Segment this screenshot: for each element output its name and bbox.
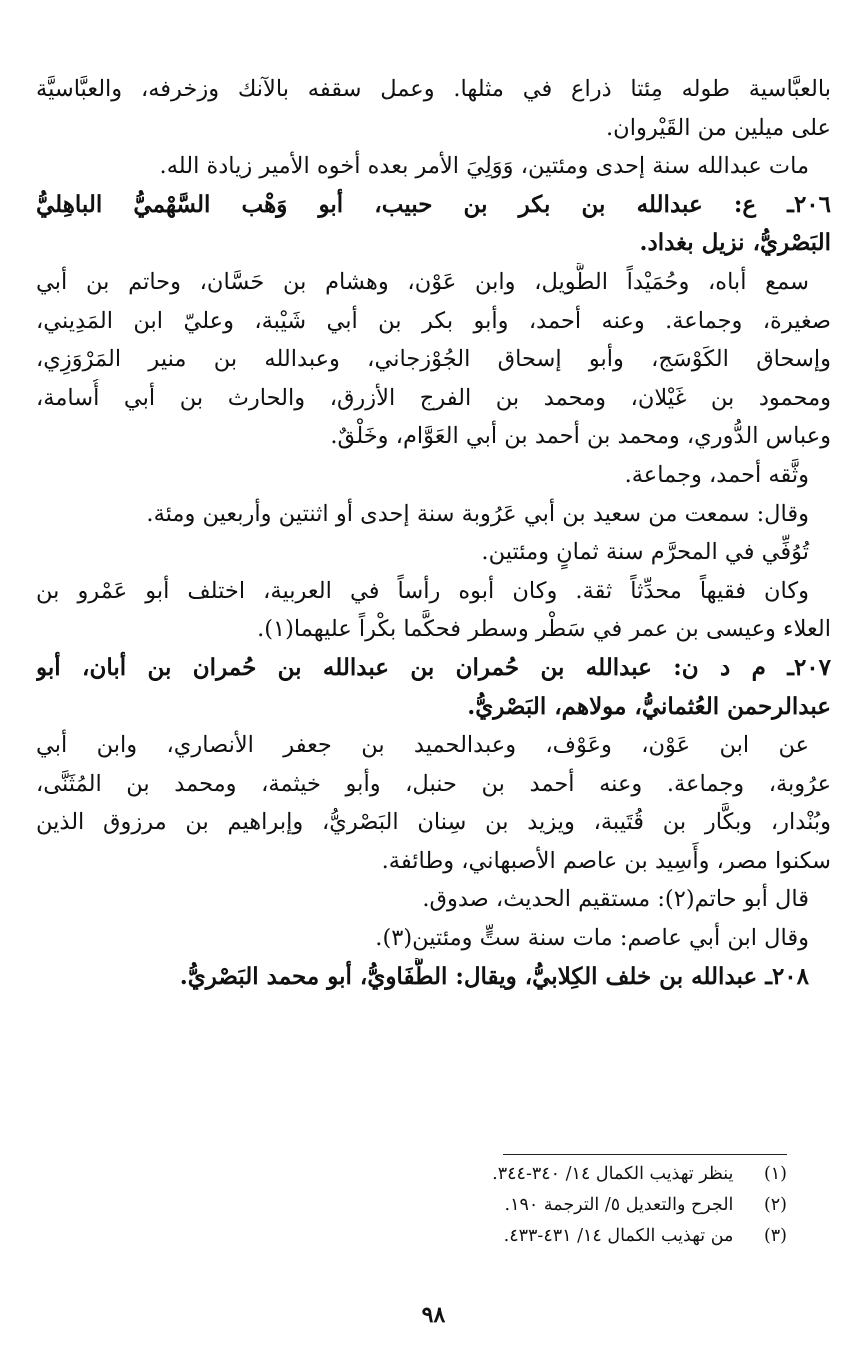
text-line: وكان فقيهاً محدِّثاً ثقة. وكان أبوه رأساً في العربية، اختلف أبو عَمْرو بن bbox=[36, 577, 809, 604]
text-line: وثَّقه أحمد، وجماعة. bbox=[624, 461, 809, 488]
footnote-1 bbox=[492, 1162, 787, 1186]
footnote-number: (٢) bbox=[763, 1195, 787, 1215]
text-line: على ميلين من القَيْروان. bbox=[606, 114, 831, 141]
footnote-3 bbox=[504, 1224, 787, 1248]
footnote-text: الجرح والتعديل ٥/ الترجمة ١٩٠. bbox=[504, 1195, 734, 1215]
entry-heading-206: ٢٠٦ـ ع: عبدالله بن بكر بن حبيب، أبو وَهْب السَّهْميُّ الباهِليُّ bbox=[36, 190, 831, 218]
text-line: ومحمود بن غَيْلان، ومحمد بن الفرج الأزرق، والحارث بن أبي أُسامة، bbox=[36, 384, 831, 411]
page-body bbox=[36, 70, 831, 996]
footnote-number: (١) bbox=[763, 1164, 787, 1184]
entry-heading-207-cont: عبدالرحمن العُثمانيُّ، مولاهم، البَصْريُّ. bbox=[467, 692, 831, 720]
text-line: سمع أباه، وحُمَيْداً الطَّويل، وابن عَوْن، وهشام بن حَسَّان، وحاتم بن أبي bbox=[36, 268, 809, 295]
entry-heading-207: ٢٠٧ـ م د ن: عبدالله بن حُمران بن عبدالله بن حُمران بن أبان، أبو bbox=[36, 653, 831, 681]
footnote-separator bbox=[503, 1154, 787, 1155]
entry-heading-206-cont: البَصْريُّ، نزيل بغداد. bbox=[639, 229, 831, 257]
text-line: بالعبَّاسية طوله مِئتا ذراع في مثلها. وعمل سقفه بالآنك وزخرفه، والعبَّاسيَّة bbox=[36, 76, 831, 102]
page-number: ٩٨ bbox=[421, 1302, 446, 1328]
footnote-text: من تهذيب الكمال ١٤/ ٤٣١-٤٣٣. bbox=[503, 1226, 734, 1246]
text-line: مات عبدالله سنة إحدى ومئتين، وَوَلِيَ الأمر بعده أخوه الأمير زيادة الله. bbox=[159, 153, 809, 180]
text-line: صغيرة، وجماعة. وعنه أحمد، وأبو بكر بن أبي شَيْبة، وعليّ ابن المَدِيني، bbox=[36, 307, 831, 334]
text-line: عن ابن عَوْن، وعَوْف، وعبدالحميد بن جعفر الأنصاري، وابن أبي bbox=[36, 732, 809, 759]
text-line: قال أبو حاتم(٢): مستقيم الحديث، صدوق. bbox=[422, 886, 809, 913]
text-line: العلاء وعيسى بن عمر في سَطْر وسطر فحكَّما بكْراً عليهما(١). bbox=[257, 616, 831, 643]
text-line: وقال ابن أبي عاصم: مات سنة ستٍّ ومئتين(٣). bbox=[375, 925, 809, 952]
text-line: تُوُفِّي في المحرَّم سنة ثمانٍ ومئتين. bbox=[481, 539, 809, 566]
text-line: وقال: سمعت من سعيد بن أبي عَرُوبة سنة إحدى أو اثنتين وأربعين ومئة. bbox=[146, 500, 809, 527]
footnote-text: ينظر تهذيب الكمال ١٤/ ٣٤٠-٣٤٤. bbox=[492, 1164, 734, 1184]
text-line: وعباس الدُّوري، ومحمد بن أحمد بن أبي العَوَّام، وخَلْقٌ. bbox=[330, 423, 831, 450]
text-line: سكنوا مصر، وأَسِيد بن عاصم الأصبهاني، وطائفة. bbox=[381, 847, 831, 874]
text-line: وإسحاق الكَوْسَج، وأبو إسحاق الجُوْزجاني، وعبدالله بن منير المَرْوَزِي، bbox=[36, 346, 831, 373]
footnote-number: (٣) bbox=[763, 1226, 787, 1246]
text-line: وبُنْدار، وبكَّار بن قُتَيبة، ويزيد بن سِنان البَصْريُّ، وإبراهيم بن مرزوق الذين bbox=[36, 809, 831, 836]
text-line: عرُوبة، وجماعة. وعنه أحمد بن حنبل، وأبو خيثمة، ومحمد بن المُثَنَّى، bbox=[36, 770, 831, 797]
entry-heading-208: ٢٠٨ـ عبدالله بن خلف الكِلابيُّ، ويقال: الطُّفَاويُّ، أبو محمد البَصْريُّ. bbox=[179, 962, 809, 990]
footnote-2 bbox=[505, 1193, 788, 1217]
